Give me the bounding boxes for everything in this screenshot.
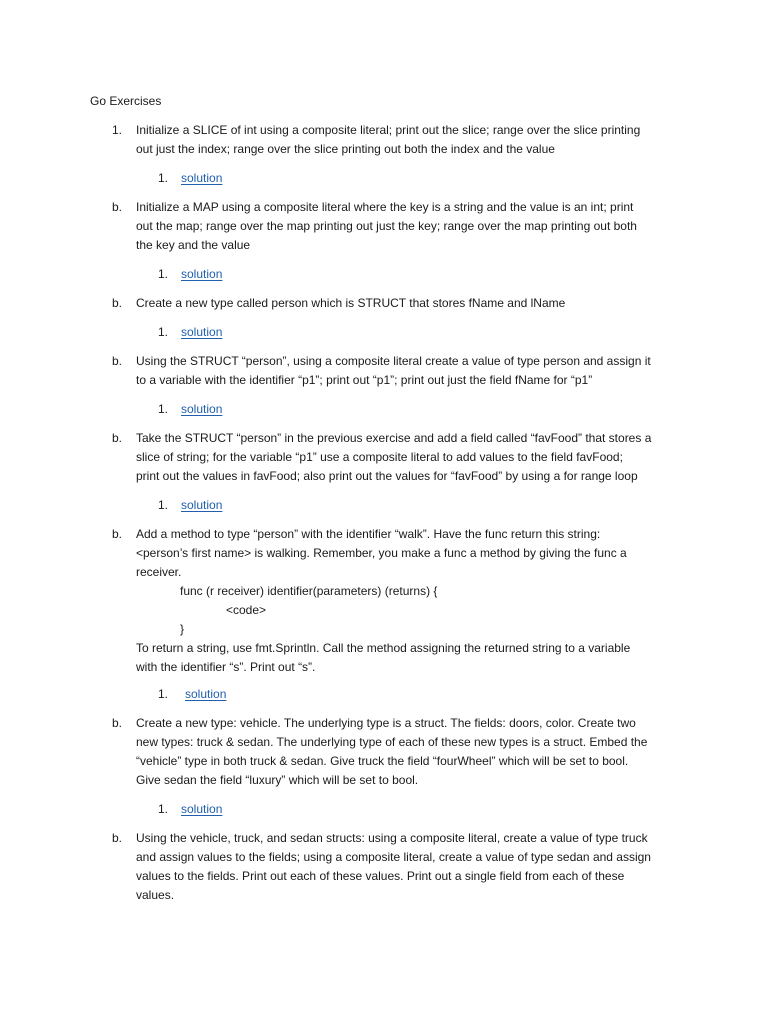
- item-5-solution-marker: 1.: [158, 498, 169, 512]
- item-1-line-2: out just the index; range over the slice printing out both the index and the value: [136, 142, 555, 156]
- item-6-marker: b.: [112, 527, 123, 541]
- item-8-text: [136, 829, 686, 905]
- item-2-line-1: Initialize a MAP using a composite literal where the key is a string and the value is an int; print: [136, 200, 634, 214]
- item-5-text: [136, 429, 686, 486]
- item-4-marker: b.: [112, 354, 123, 368]
- item-4-line-1: Using the STRUCT “person”, using a composite literal create a value of type person and assign it: [136, 354, 651, 368]
- item-6-code-close: }: [180, 622, 185, 636]
- item-5-marker: b.: [112, 431, 123, 445]
- item-8-line-3: values to the fields. Print out each of these values. Print out a single field from each of these: [136, 869, 625, 883]
- item-2-solution-link[interactable]: solution: [181, 267, 223, 281]
- document-title: Go Exercises: [90, 94, 162, 108]
- item-2-solution-marker: 1.: [158, 267, 169, 281]
- item-7-solution-link[interactable]: solution: [181, 802, 223, 816]
- item-3-text: [136, 294, 686, 313]
- item-4-solution-marker: 1.: [158, 402, 169, 416]
- item-2-line-2: out the map; range over the map printing out just the key; range over the map printing out both: [136, 219, 637, 233]
- item-7-line-2: new types: truck & sedan. The underlying type of each of these new types is a struct. Embed the: [136, 735, 648, 749]
- item-7-line-4: Give sedan the field “luxury” which will be set to bool.: [136, 773, 419, 787]
- item-6-line-1: Add a method to type “person” with the identifier “walk”. Have the func return this string:: [136, 527, 601, 541]
- item-4-text: [136, 352, 686, 390]
- item-6-solution-marker: 1.: [158, 687, 169, 701]
- item-1-solution-marker: 1.: [158, 171, 169, 185]
- item-2-text: [136, 198, 686, 255]
- item-5-line-1: Take the STRUCT “person” in the previous exercise and add a field called “favFood” that stores a: [136, 431, 652, 445]
- item-1-line-1: Initialize a SLICE of int using a composite literal; print out the slice; range over the slice printing: [136, 123, 641, 137]
- item-6-solution-link[interactable]: solution: [185, 687, 227, 701]
- item-7-marker: b.: [112, 716, 123, 730]
- item-5-solution-link[interactable]: solution: [181, 498, 223, 512]
- item-8-line-2: and assign values to the fields; using a composite literal, create a value of type sedan and assign: [136, 850, 651, 864]
- item-6-code-signature: func (r receiver) identifier(parameters) (returns) {: [180, 584, 438, 598]
- item-6-line-8: with the identifier “s”. Print out “s”.: [136, 660, 316, 674]
- item-2-marker: b.: [112, 200, 123, 214]
- item-3-marker: b.: [112, 296, 123, 310]
- item-1-text: [136, 121, 686, 159]
- item-5-line-3: print out the values in favFood; also print out the values for “favFood” by using a for range loop: [136, 469, 638, 483]
- item-5-line-2: slice of string; for the variable “p1” use a composite literal to add values to the field favFood;: [136, 450, 623, 464]
- item-1-marker: 1.: [112, 123, 123, 137]
- item-6-line-3: receiver.: [136, 565, 182, 579]
- item-7-text: [136, 714, 686, 790]
- item-7-solution-marker: 1.: [158, 802, 169, 816]
- item-2-line-3: the key and the value: [136, 238, 251, 252]
- item-3-line-1: Create a new type called person which is STRUCT that stores fName and lName: [136, 296, 566, 310]
- item-6-code-body: <code>: [226, 603, 267, 617]
- item-3-solution-marker: 1.: [158, 325, 169, 339]
- item-6-line-7: To return a string, use fmt.Sprintln. Call the method assigning the returned string to a variable: [136, 641, 631, 655]
- item-1-solution-link[interactable]: solution: [181, 171, 223, 185]
- item-7-line-3: “vehicle” type in both truck & sedan. Give truck the field “fourWheel” which will be set to bool.: [136, 754, 629, 768]
- item-3-solution-link[interactable]: solution: [181, 325, 223, 339]
- item-6-line-2: <person’s first name> is walking. Remember, you make a func a method by giving the func a: [136, 546, 627, 560]
- item-7-line-1: Create a new type: vehicle. The underlying type is a struct. The fields: doors, color. Create two: [136, 716, 636, 730]
- item-4-line-2: to a variable with the identifier “p1”; print out “p1”; print out just the field fName for “p1”: [136, 373, 593, 387]
- item-4-solution-link[interactable]: solution: [181, 402, 223, 416]
- item-6-text: [136, 525, 686, 677]
- item-8-line-1: Using the vehicle, truck, and sedan structs: using a composite literal, create a value of type truck: [136, 831, 648, 845]
- item-8-marker: b.: [112, 831, 123, 845]
- item-8-line-4: values.: [136, 888, 175, 902]
